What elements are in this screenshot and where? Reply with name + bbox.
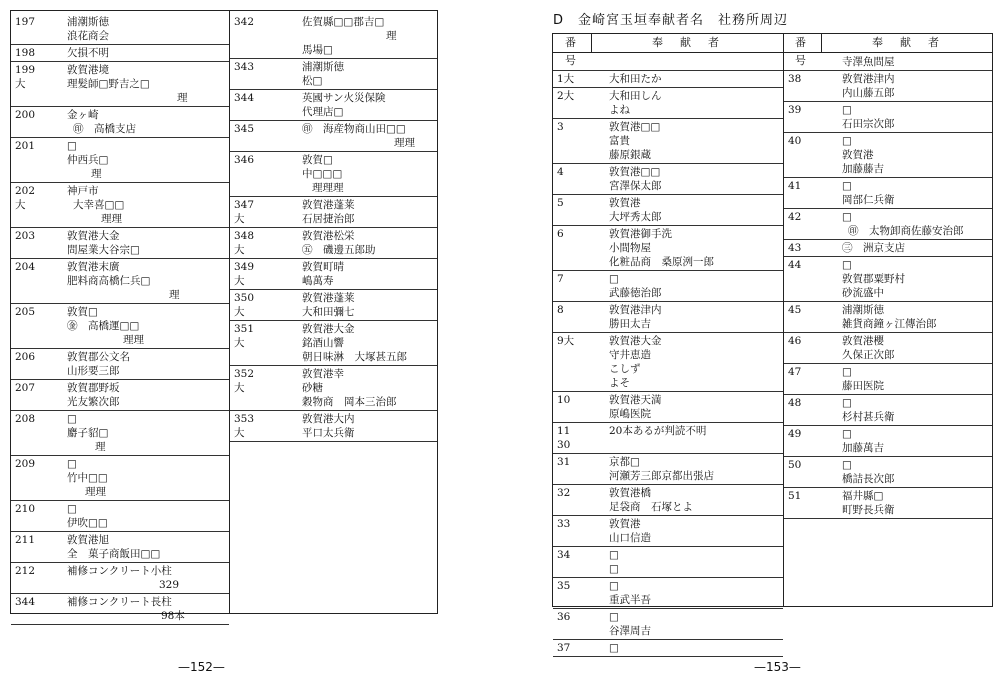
- entry-number: 2大: [557, 90, 575, 102]
- donor-line: □: [842, 397, 852, 409]
- donor-line: 嶋萬寿: [302, 275, 334, 287]
- entry-number: 45: [788, 304, 802, 316]
- donor-line: 勝田太吉: [609, 318, 651, 330]
- donor-line: 久保正次郎: [842, 349, 895, 361]
- entry-number: 42: [788, 211, 802, 223]
- donor-line: 98本: [161, 610, 185, 622]
- donor-line: 敦賀港大金: [67, 230, 120, 242]
- donor-line: こしず: [609, 363, 641, 375]
- donor-line: 杉村甚兵衛: [842, 411, 895, 423]
- donor-line: □: [842, 259, 852, 271]
- donor-line: 理理: [394, 137, 415, 149]
- entry-number: 48: [788, 397, 802, 409]
- donor-line: □: [842, 104, 852, 116]
- donor-line: □: [842, 459, 852, 471]
- entry-number: 34: [557, 549, 571, 561]
- donor-line: □: [609, 273, 619, 285]
- entry-number: 210: [15, 503, 36, 515]
- entry-number-suffix: 30: [557, 439, 571, 451]
- donor-line: 浦潮斯徳: [302, 61, 344, 73]
- page-number-152: —152—: [178, 660, 225, 674]
- donor-line: ㊞ 高橋支店: [73, 123, 136, 135]
- entry-number: 8: [557, 304, 564, 316]
- entry-number-suffix: 大: [234, 213, 245, 225]
- entry-number: 349: [234, 261, 255, 273]
- donor-line: □: [609, 580, 619, 592]
- donor-line: □: [67, 413, 77, 425]
- donor-line: ㊞ 太物卸商佐藤安治郎: [848, 225, 964, 237]
- donor-line: 理: [177, 92, 188, 104]
- right-table: [552, 33, 993, 654]
- donor-line: □: [842, 135, 852, 147]
- donor-line: 大和田たか: [609, 73, 662, 85]
- entry-number-suffix: 大: [15, 199, 26, 211]
- entry-number: 31: [557, 456, 571, 468]
- left-table: [10, 10, 438, 622]
- donor-line: 理理理: [312, 182, 344, 194]
- entry-number: 343: [234, 61, 255, 73]
- entry-number: 211: [15, 534, 36, 546]
- donor-line: 敦賀港松栄: [302, 230, 355, 242]
- entry-number-suffix: 大: [15, 78, 26, 90]
- donor-line: 金ヶ崎: [67, 109, 99, 121]
- donor-line: よそ: [609, 377, 630, 389]
- donor-line: 伊吹□□: [67, 517, 108, 529]
- entry-number: 44: [788, 259, 802, 271]
- donor-line: 福井縣□: [842, 490, 884, 502]
- donor-line: よね: [609, 104, 630, 116]
- donor-line: 敦賀郡公文名: [67, 351, 130, 363]
- donor-line: 敦賀□: [67, 306, 98, 318]
- entry-number: 3: [557, 121, 564, 133]
- entry-number: 350: [234, 292, 255, 304]
- donor-line: 大和田彌七: [302, 306, 355, 318]
- donor-line: 代理店□: [302, 106, 344, 118]
- entry-number: 346: [234, 154, 255, 166]
- donor-line: □: [609, 642, 619, 654]
- donor-line: □: [609, 563, 619, 575]
- entry-number: 205: [15, 306, 36, 318]
- donor-line: 朝日味淋 大塚甚五郎: [302, 351, 407, 363]
- right-page: [540, 0, 1000, 684]
- donor-line: 河瀬芳三郎京都出張店: [609, 470, 714, 482]
- donor-line: 浪花商会: [67, 30, 109, 42]
- entry-number: 345: [234, 123, 255, 135]
- donor-line: 小間物屋: [609, 242, 651, 254]
- entry-number: 4: [557, 166, 564, 178]
- entry-number: 208: [15, 413, 36, 425]
- donor-line: 浦潮斯徳: [67, 16, 109, 28]
- donor-line: 理: [91, 168, 102, 180]
- entry-number: 347: [234, 199, 255, 211]
- entry-number-suffix: 大: [234, 427, 245, 439]
- column-divider: [229, 11, 230, 613]
- donor-line: 敦賀港: [609, 518, 641, 530]
- donor-line: 平口太兵衛: [302, 427, 355, 439]
- entry-number: 199: [15, 64, 36, 76]
- donor-line: 敦賀□: [302, 154, 333, 166]
- entry-number: 348: [234, 230, 255, 242]
- donor-line: 橋詰長次郎: [842, 473, 895, 485]
- entry-number: 9大: [557, 335, 575, 347]
- donor-line: 守井恵造: [609, 349, 651, 361]
- entry-number: 204: [15, 261, 36, 273]
- donor-line: 敦賀町晴: [302, 261, 344, 273]
- section-title: D 金崎宮玉垣奉献者名 社務所周辺: [553, 13, 789, 28]
- donor-line: 敦賀港: [842, 149, 874, 161]
- donor-line: 重武半吾: [609, 594, 651, 606]
- donor-line: 石田宗次郎: [842, 118, 895, 130]
- donor-line: 敦賀港櫻: [842, 335, 884, 347]
- entry-number: 37: [557, 642, 571, 654]
- donor-line: 敦賀港蓬莱: [302, 292, 355, 304]
- donor-line: 竹中□□: [67, 472, 108, 484]
- entry-number: 40: [788, 135, 802, 147]
- donor-line: 大坪秀太郎: [609, 211, 662, 223]
- donor-line: 329: [159, 579, 180, 591]
- donor-line: 藤原銀蔵: [609, 149, 651, 161]
- entry-number: 43: [788, 242, 802, 254]
- donor-line: □: [842, 211, 852, 223]
- donor-line: 肥料商高橋仁兵□: [67, 275, 151, 287]
- entry-number: 207: [15, 382, 36, 394]
- entry-number: 38: [788, 73, 802, 85]
- entry-number: 10: [557, 394, 571, 406]
- entry-number: 5: [557, 197, 564, 209]
- entry-number: 41: [788, 180, 802, 192]
- donor-line: 理: [169, 289, 180, 301]
- donor-line: 敦賀港境: [67, 64, 109, 76]
- donor-line: 砂流盛中: [842, 287, 884, 299]
- donor-line: 穀物商 岡本三治郎: [302, 396, 397, 408]
- donor-line: □: [67, 458, 77, 470]
- donor-line: 理髪師□野吉之□: [67, 78, 150, 90]
- entry-number: 200: [15, 109, 36, 121]
- entry-number-suffix: 大: [234, 382, 245, 394]
- donor-line: 英國サン火災保険: [302, 92, 386, 104]
- donor-line: 松□: [302, 75, 323, 87]
- entry-number-suffix: 大: [234, 306, 245, 318]
- donor-line: 加藤藤吉: [842, 163, 884, 175]
- donor-line: 仲西兵□: [67, 154, 109, 166]
- donor-line: 馬場□: [302, 44, 333, 56]
- entry-number: 344: [234, 92, 255, 104]
- donor-line: 石居捷治郎: [302, 213, 355, 225]
- entry-number-suffix: 大: [234, 337, 245, 349]
- donor-line: 化粧品商 桑原洌一郎: [609, 256, 714, 268]
- entry-number: 197: [15, 16, 36, 28]
- donor-line: 佐賀縣□□郡吉□: [302, 16, 385, 28]
- header-donor-left: 奉 献 者: [652, 36, 722, 49]
- donor-line: 敦賀港津内: [609, 304, 662, 316]
- entry-number: 201: [15, 140, 36, 152]
- entry-number: 198: [15, 47, 36, 59]
- entry-number: 342: [234, 16, 255, 28]
- donor-line: 内山藤五郎: [842, 87, 895, 99]
- donor-line: 欠損不明: [67, 47, 109, 59]
- donor-line: 京都□: [609, 456, 640, 468]
- donor-line: □: [67, 503, 77, 515]
- donor-line: ㊞ 海産物商山田□□: [302, 123, 406, 135]
- donor-line: 砂糖: [302, 382, 323, 394]
- entry-number: 206: [15, 351, 36, 363]
- entry-number: 1大: [557, 73, 575, 85]
- donor-line: 足袋商 石塚とよ: [609, 501, 693, 513]
- donor-line: 理: [95, 441, 106, 453]
- donor-line: 谷澤周吉: [609, 625, 651, 637]
- donor-line: 麝子貂□: [67, 427, 109, 439]
- entry-number: 47: [788, 366, 802, 378]
- entry-number: 49: [788, 428, 802, 440]
- donor-line: 理: [386, 30, 397, 42]
- header-donor-right: 奉 献 者: [872, 36, 942, 49]
- donor-line: 宮澤保太郎: [609, 180, 662, 192]
- donor-line: 敦賀港大金: [302, 323, 355, 335]
- donor-line: 敦賀港旭: [67, 534, 109, 546]
- entry-number: 7: [557, 273, 564, 285]
- entry-number: 50: [788, 459, 802, 471]
- donor-line: 敦賀港□□: [609, 166, 661, 178]
- donor-line: 敦賀港大金: [609, 335, 662, 347]
- donor-line: 敦賀郡粟野村: [842, 273, 905, 285]
- donor-line: 大幸喜□□: [73, 199, 125, 211]
- entry-number: 39: [788, 104, 802, 116]
- entry-number: 353: [234, 413, 255, 425]
- entry-number: 46: [788, 335, 802, 347]
- donor-line: 光友繁次郎: [67, 396, 120, 408]
- donor-line: 加藤萬吉: [842, 442, 884, 454]
- donor-line: 藤田医院: [842, 380, 884, 392]
- entry-number: 32: [557, 487, 571, 499]
- entry-number: 35: [557, 580, 571, 592]
- donor-line: □: [842, 180, 852, 192]
- donor-line: 補修コンクリート長柱: [67, 596, 172, 608]
- entry-number-suffix: 大: [234, 244, 245, 256]
- entry-number: 352: [234, 368, 255, 380]
- column-divider: [783, 34, 784, 606]
- donor-line: □: [609, 611, 619, 623]
- entry-number: 33: [557, 518, 571, 530]
- donor-line: 敦賀港蓬莱: [302, 199, 355, 211]
- donor-line: 武藤徳治郎: [609, 287, 662, 299]
- donor-line: ㊎ 高橋運□□: [67, 320, 140, 332]
- donor-line: 大和田しん: [609, 90, 662, 102]
- donor-line: □: [609, 549, 619, 561]
- donor-line: 町野長兵衛: [842, 504, 895, 516]
- donor-line: 敦賀港末廣: [67, 261, 120, 273]
- entry-number: 6: [557, 228, 564, 240]
- header-number-right: 番 号: [795, 36, 823, 67]
- donor-line: 全 菓子商飯田□□: [67, 548, 161, 560]
- donor-line: 理理: [123, 334, 144, 346]
- donor-line: 敦賀港橋: [609, 487, 651, 499]
- donor-line: 問屋業大谷宗□: [67, 244, 140, 256]
- donor-line: 浦潮斯徳: [842, 304, 884, 316]
- entry-number: 203: [15, 230, 36, 242]
- donor-line: 山形要三郎: [67, 365, 120, 377]
- entry-number: 36: [557, 611, 571, 623]
- entry-number: 202: [15, 185, 36, 197]
- donor-line: 中□□□: [302, 168, 343, 180]
- header-number-left: 番 号: [565, 36, 593, 67]
- donor-line: 敦賀港: [609, 197, 641, 209]
- page-number-153: —153—: [754, 660, 801, 674]
- donor-line: 敦賀港□□: [609, 121, 661, 133]
- donor-line: 理理: [101, 213, 122, 225]
- donor-line: □: [842, 428, 852, 440]
- donor-line: ㊂ 洲京支店: [842, 242, 905, 254]
- donor-line: 敦賀港天満: [609, 394, 662, 406]
- donor-line: ㊄ 磯邊五郎助: [302, 244, 376, 256]
- entry-number: 209: [15, 458, 36, 470]
- entry-number-suffix: 大: [234, 275, 245, 287]
- entry-number: 344: [15, 596, 36, 608]
- donor-line: 補修コンクリート小柱: [67, 565, 172, 577]
- donor-line: 山口信造: [609, 532, 651, 544]
- entry-number: 212: [15, 565, 36, 577]
- entry-number: 351: [234, 323, 255, 335]
- donor-line: 20本あるが判読不明: [609, 425, 707, 437]
- donor-line: 敦賀港幸: [302, 368, 344, 380]
- donor-line: 寺澤魚問屋: [842, 56, 895, 68]
- donor-line: 敦賀郡野坂: [67, 382, 120, 394]
- entry-number: 11: [557, 425, 571, 437]
- donor-line: 敦賀港御手洗: [609, 228, 672, 240]
- donor-line: 敦賀港津内: [842, 73, 895, 85]
- donor-line: 敦賀港大内: [302, 413, 355, 425]
- donor-line: 雑貨商鐘ヶ江傳治郎: [842, 318, 937, 330]
- donor-line: 理理: [85, 486, 106, 498]
- donor-line: 富貴: [609, 135, 630, 147]
- donor-line: 神戸市: [67, 185, 99, 197]
- donor-line: 銘酒山響: [302, 337, 344, 349]
- donor-line: □: [67, 140, 77, 152]
- donor-line: □: [842, 366, 852, 378]
- entry-number: 51: [788, 490, 802, 502]
- donor-line: 岡部仁兵衛: [842, 194, 895, 206]
- donor-line: 原嶋医院: [609, 408, 651, 420]
